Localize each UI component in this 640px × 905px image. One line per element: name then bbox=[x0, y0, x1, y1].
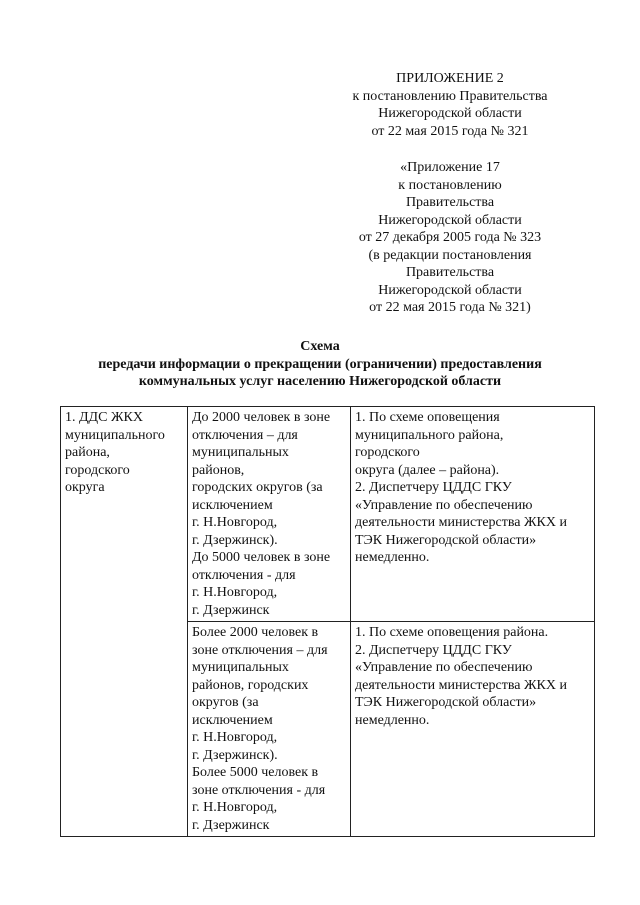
cell-line: г. Дзержинск). bbox=[192, 532, 278, 548]
title-line: коммунальных услуг населению Нижегородской области bbox=[138, 374, 502, 389]
action-cell bbox=[351, 622, 595, 837]
cell-line: городских округов (за bbox=[192, 480, 323, 495]
cell-line: 1. ДДС ЖКХ bbox=[65, 410, 143, 425]
cell-line: исключением bbox=[192, 497, 273, 513]
threshold-cell bbox=[188, 407, 351, 622]
cell-line: «Управление по обеспечению bbox=[355, 497, 533, 513]
cell-line: деятельности министерства ЖКХ и bbox=[355, 515, 567, 530]
table-row bbox=[61, 407, 595, 622]
cell-line: муниципальных bbox=[192, 660, 289, 675]
cell-line: отключения – для bbox=[192, 427, 298, 443]
quote-line: от 22 мая 2015 года № 321) bbox=[369, 300, 531, 315]
cell-line: г. Дзержинск). bbox=[192, 747, 278, 763]
cell-line: г. Дзержинск bbox=[192, 817, 270, 833]
cell-line: До 2000 человек в зоне bbox=[192, 410, 331, 425]
cell-line: Более 5000 человек в bbox=[192, 765, 319, 780]
subject-cell bbox=[61, 407, 188, 837]
quote-line: Нижегородской области bbox=[378, 212, 522, 228]
scheme-table bbox=[60, 406, 595, 837]
document-header bbox=[300, 70, 600, 317]
cell-line: До 5000 человек в зоне bbox=[192, 550, 331, 565]
cell-line: 2. Диспетчеру ЦДДС ГКУ bbox=[355, 642, 512, 658]
cell-line: районов, bbox=[192, 462, 245, 478]
cell-line: района, bbox=[65, 445, 110, 460]
cell-line: округа bbox=[65, 480, 105, 495]
appendix-line: ПРИЛОЖЕНИЕ 2 bbox=[396, 71, 504, 86]
quote-line: «Приложение 17 bbox=[400, 160, 500, 175]
cell-line: г. Н.Новгород, bbox=[192, 730, 278, 745]
cell-line: Более 2000 человек в bbox=[192, 625, 319, 640]
cell-line: районов, городских bbox=[192, 677, 309, 693]
cell-line: муниципального bbox=[65, 427, 165, 443]
cell-line: ТЭК Нижегородской области» bbox=[355, 532, 537, 548]
appendix-line: к постановлению Правительства bbox=[352, 88, 548, 104]
threshold-cell bbox=[188, 622, 351, 837]
quote-line: Правительства bbox=[405, 195, 495, 210]
cell-line: г. Н.Новгород, bbox=[192, 800, 278, 815]
appendix-line: от 22 мая 2015 года № 321 bbox=[371, 123, 529, 139]
quote-line: (в редакции постановления bbox=[368, 247, 532, 263]
cell-line: зоне отключения - для bbox=[192, 782, 326, 798]
title-line: Схема bbox=[300, 339, 340, 354]
title-line: передачи информации о прекращении (ограничении) предоставления bbox=[98, 356, 542, 372]
cell-line: деятельности министерства ЖКХ и bbox=[355, 677, 567, 693]
cell-line: ТЭК Нижегородской области» bbox=[355, 695, 537, 710]
appendix-line: Нижегородской области bbox=[378, 106, 522, 121]
quote-line: от 27 декабря 2005 года № 323 bbox=[358, 230, 542, 245]
cell-line: округов (за bbox=[192, 695, 259, 710]
cell-line: городского bbox=[65, 462, 130, 478]
cell-line: муниципального района, bbox=[355, 427, 504, 443]
cell-line: исключением bbox=[192, 712, 273, 728]
cell-line: г. Дзержинск bbox=[192, 602, 270, 618]
action-cell bbox=[351, 407, 595, 622]
cell-line: муниципальных bbox=[192, 445, 289, 460]
quote-line: Нижегородской области bbox=[378, 282, 522, 298]
cell-line: 1. По схеме оповещения bbox=[355, 410, 500, 425]
cell-line: отключения - для bbox=[192, 567, 296, 583]
document-title bbox=[40, 338, 600, 391]
cell-line: городского bbox=[355, 445, 420, 460]
cell-line: немедленно. bbox=[355, 550, 430, 565]
cell-line: 1. По схеме оповещения района. bbox=[355, 625, 549, 640]
cell-line: зоне отключения – для bbox=[192, 642, 328, 658]
cell-line: г. Н.Новгород, bbox=[192, 515, 278, 530]
cell-line: г. Н.Новгород, bbox=[192, 585, 278, 600]
cell-line: немедленно. bbox=[355, 712, 430, 728]
quote-line: Правительства bbox=[405, 265, 495, 280]
cell-line: округа (далее – района). bbox=[355, 462, 500, 478]
cell-line: «Управление по обеспечению bbox=[355, 660, 533, 675]
cell-line: 2. Диспетчеру ЦДДС ГКУ bbox=[355, 480, 512, 495]
quote-line: к постановлению bbox=[398, 177, 502, 193]
